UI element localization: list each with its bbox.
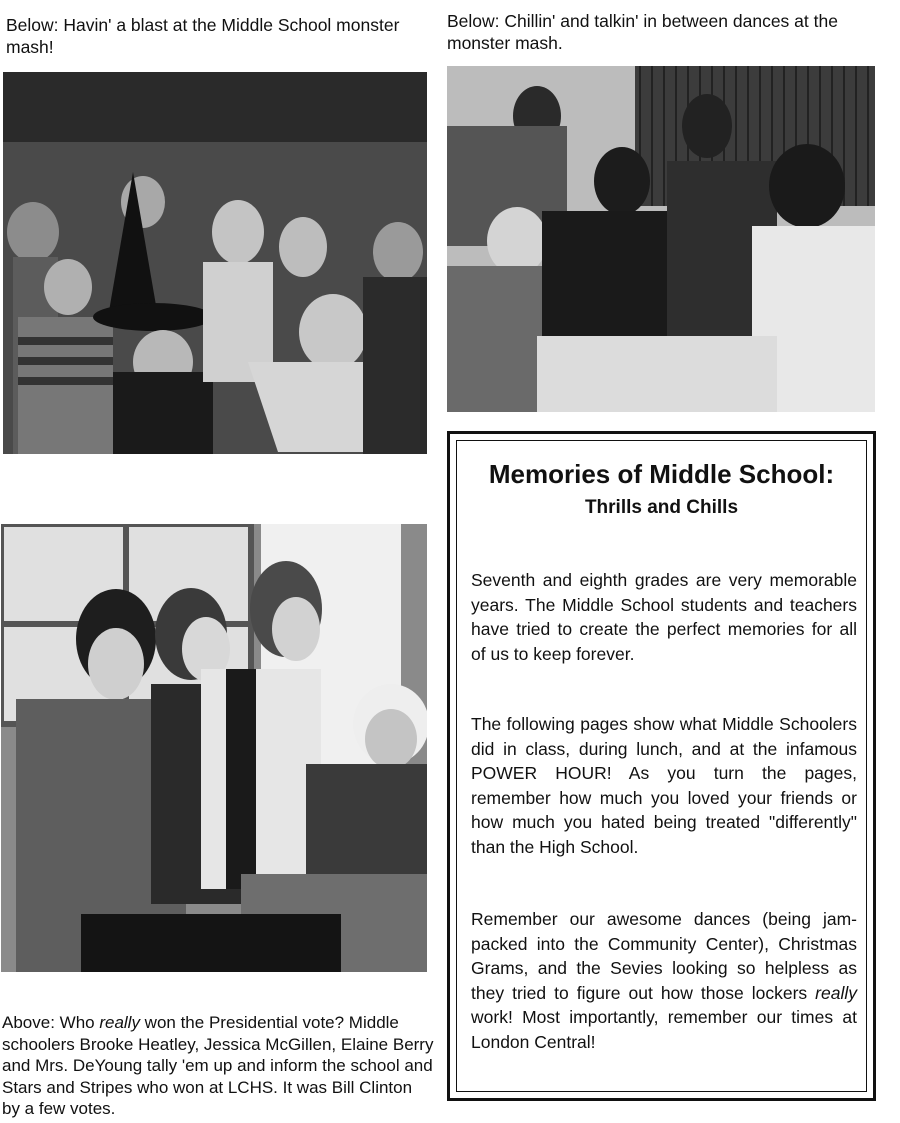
caption-monster-mash: Below: Havin' a blast at the Middle School monster mash! — [6, 15, 400, 57]
photo-vote-tally — [1, 524, 427, 972]
memories-text-box — [447, 431, 876, 1101]
photo-monster-mash-group — [3, 72, 427, 454]
box-paragraph-3-part2: work! Most importantly, remember our times at London Central! — [471, 1007, 857, 1052]
caption-chillin: Below: Chillin' and talkin' in between dances at the monster mash. — [447, 11, 838, 53]
caption-presidential-vote — [2, 1012, 434, 1120]
box-paragraph-3-part1: Remember our awesome dances (being jam-packed into the Community Center), Christmas Grams, and the Sevies looking so helpless as they tried to figure out how those lockers — [471, 909, 857, 1003]
box-paragraph-2: The following pages show what Middle Schoolers did in class, during lunch, and at the infamous POWER HOUR! As you turn the pages, remember how much you loved your friends or how much you hated being treated "differently" than the High School. — [471, 714, 857, 857]
box-subtitle: Thrills and Chills — [584, 497, 739, 518]
photo-chillin-students — [447, 66, 875, 412]
caption-vote-part1: Above: Who — [2, 1013, 100, 1032]
box-paragraph-3-emphasis: really — [815, 982, 857, 1003]
caption-vote-part2: won the Presidential vote? Middle schoolers Brooke Heatley, Jessica McGillen, Elaine Berry and Mrs. DeYoung tally 'em up and inform the school and Stars and Stripes who won at LCHS. It was Bill Clinton by a few votes. — [2, 1013, 434, 1118]
box-title: Memories of Middle School: — [488, 459, 835, 489]
caption-vote-emphasis: really — [99, 1013, 140, 1032]
memories-text-box-inner — [456, 440, 867, 1092]
box-paragraph-1: Seventh and eighth grades are very memorable years. The Middle School students and teachers have tried to create the perfect memories for all of us to keep forever. — [471, 570, 857, 664]
box-paragraph-3 — [471, 907, 857, 1054]
